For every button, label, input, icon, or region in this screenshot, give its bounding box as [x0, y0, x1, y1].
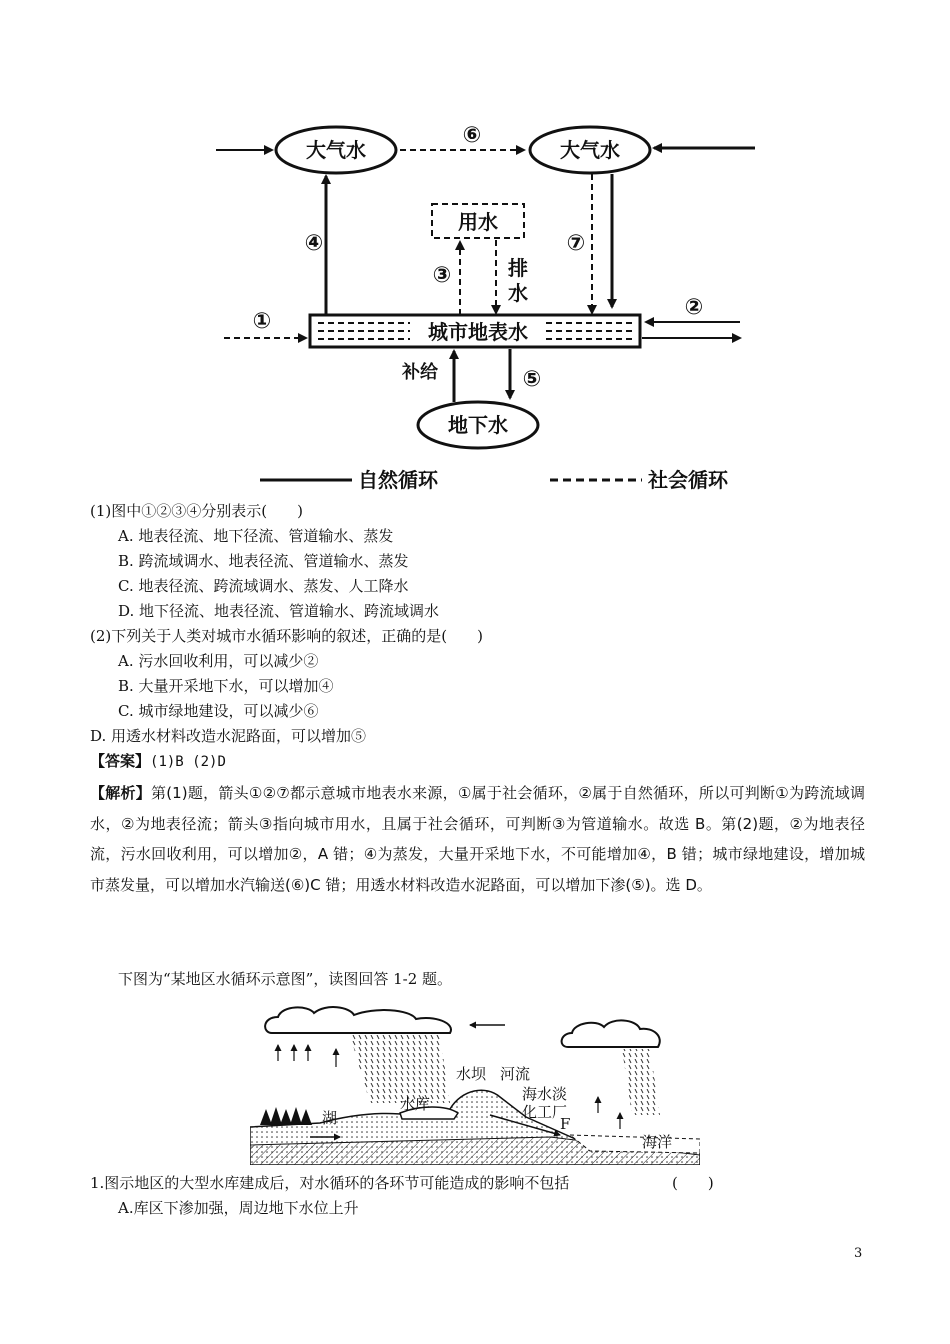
question-2-option-c: C. 城市绿地建设，可以减少⑥ [118, 702, 319, 720]
question-2-stem: (2)下列关于人类对城市水循环影响的叙述，正确的是( ) [90, 627, 483, 645]
label-7: ⑦ [566, 231, 586, 256]
question-1-option-d: D. 地下径流、地表径流、管道输水、跨流域调水 [118, 602, 440, 620]
urban-water-cycle-diagram [210, 110, 770, 500]
legend-natural-label: 自然循环 [358, 468, 438, 492]
urban-surface-water-label: 城市地表水 [428, 320, 528, 344]
atmos-water-left-label: 大气水 [306, 138, 366, 162]
label-2: ② [684, 295, 704, 320]
ocean [570, 1135, 700, 1153]
label-lake: 湖 [322, 1109, 338, 1127]
label-1: ① [252, 309, 272, 334]
label-desal2: 化工厂 [522, 1103, 568, 1121]
rain-left [350, 1035, 450, 1103]
cloud-right [562, 1020, 660, 1047]
next-question-stem: 1.图示地区的大型水库建成后，对水循环的各环节可能造成的影响不包括 [90, 1174, 570, 1192]
label-4: ④ [304, 231, 324, 256]
groundwater-label: 地下水 [448, 413, 508, 437]
question-1-option-c: C. 地表径流、跨流域调水、蒸发、人工降水 [118, 577, 409, 595]
page-number: 3 [854, 1246, 863, 1261]
question-2-option-d: D. 用透水材料改造水泥路面，可以增加⑤ [90, 727, 367, 745]
question-2-option-b: B. 大量开采地下水，可以增加④ [118, 677, 334, 695]
legend-social-label: 社会循环 [648, 468, 728, 492]
question-1-option-a: A. 地表径流、地下径流、管道输水、蒸发 [118, 527, 394, 545]
rain-right [622, 1049, 660, 1115]
next-question-option-a: A.库区下渗加强，周边地下水位上升 [118, 1199, 359, 1217]
answer-label: 【答案】 [90, 752, 151, 770]
label-river: 河流 [500, 1065, 531, 1083]
drain-label-1: 排 [508, 256, 528, 280]
label-6: ⑥ [462, 123, 482, 148]
analysis-text: 第(1)题，箭头①②⑦都示意城市地表水来源，①属于社会循环，②属于自然循环，所以可判断①为跨流域调水，②为地表径流；箭头③指向城市用水，且属于社会循环，可判断③为管道输水。故选 B。第(2)题，②为地表径流，污水回收利用，可以增加②，A 错；④为蒸发，大量开采地下水，不可能增加④，B 错；城市绿地建设，增加城市蒸发量，可以增加水汽输送(⑥)C 错；用透水材料改造水泥路面，可以增加下渗(⑤)。选 D。 [90, 784, 865, 894]
next-question-paren: ( ) [672, 1174, 714, 1192]
label-reservoir: 水库 [400, 1095, 431, 1113]
regional-water-cycle-diagram [250, 1005, 700, 1165]
label-desal: 海水淡 [522, 1085, 568, 1103]
label-5: ⑤ [522, 367, 542, 392]
cloud-left [265, 1007, 451, 1033]
answer-line [90, 752, 226, 771]
analysis-label: 【解析】 [90, 784, 152, 802]
question-1-option-b: B. 跨流域调水、地表径流、管道输水、蒸发 [118, 552, 409, 570]
atmos-water-right-label: 大气水 [560, 138, 620, 162]
label-f: F [560, 1115, 571, 1133]
drain-label-2: 水 [508, 281, 528, 305]
analysis-paragraph [90, 778, 865, 900]
trees-icon [260, 1107, 312, 1125]
label-ocean: 海洋 [642, 1133, 673, 1151]
intro-second-figure: 下图为“某地区水循环示意图”，读图回答 1-2 题。 [118, 970, 453, 988]
replenish-label: 补给 [402, 362, 438, 383]
question-1-stem: (1)图中①②③④分别表示( ) [90, 502, 303, 520]
question-2-option-a: A. 污水回收利用，可以减少② [118, 652, 319, 670]
answer-text: (1)B (2)D [150, 754, 226, 770]
water-use-label: 用水 [458, 210, 498, 234]
label-3: ③ [432, 263, 452, 288]
label-dam: 水坝 [456, 1065, 487, 1083]
